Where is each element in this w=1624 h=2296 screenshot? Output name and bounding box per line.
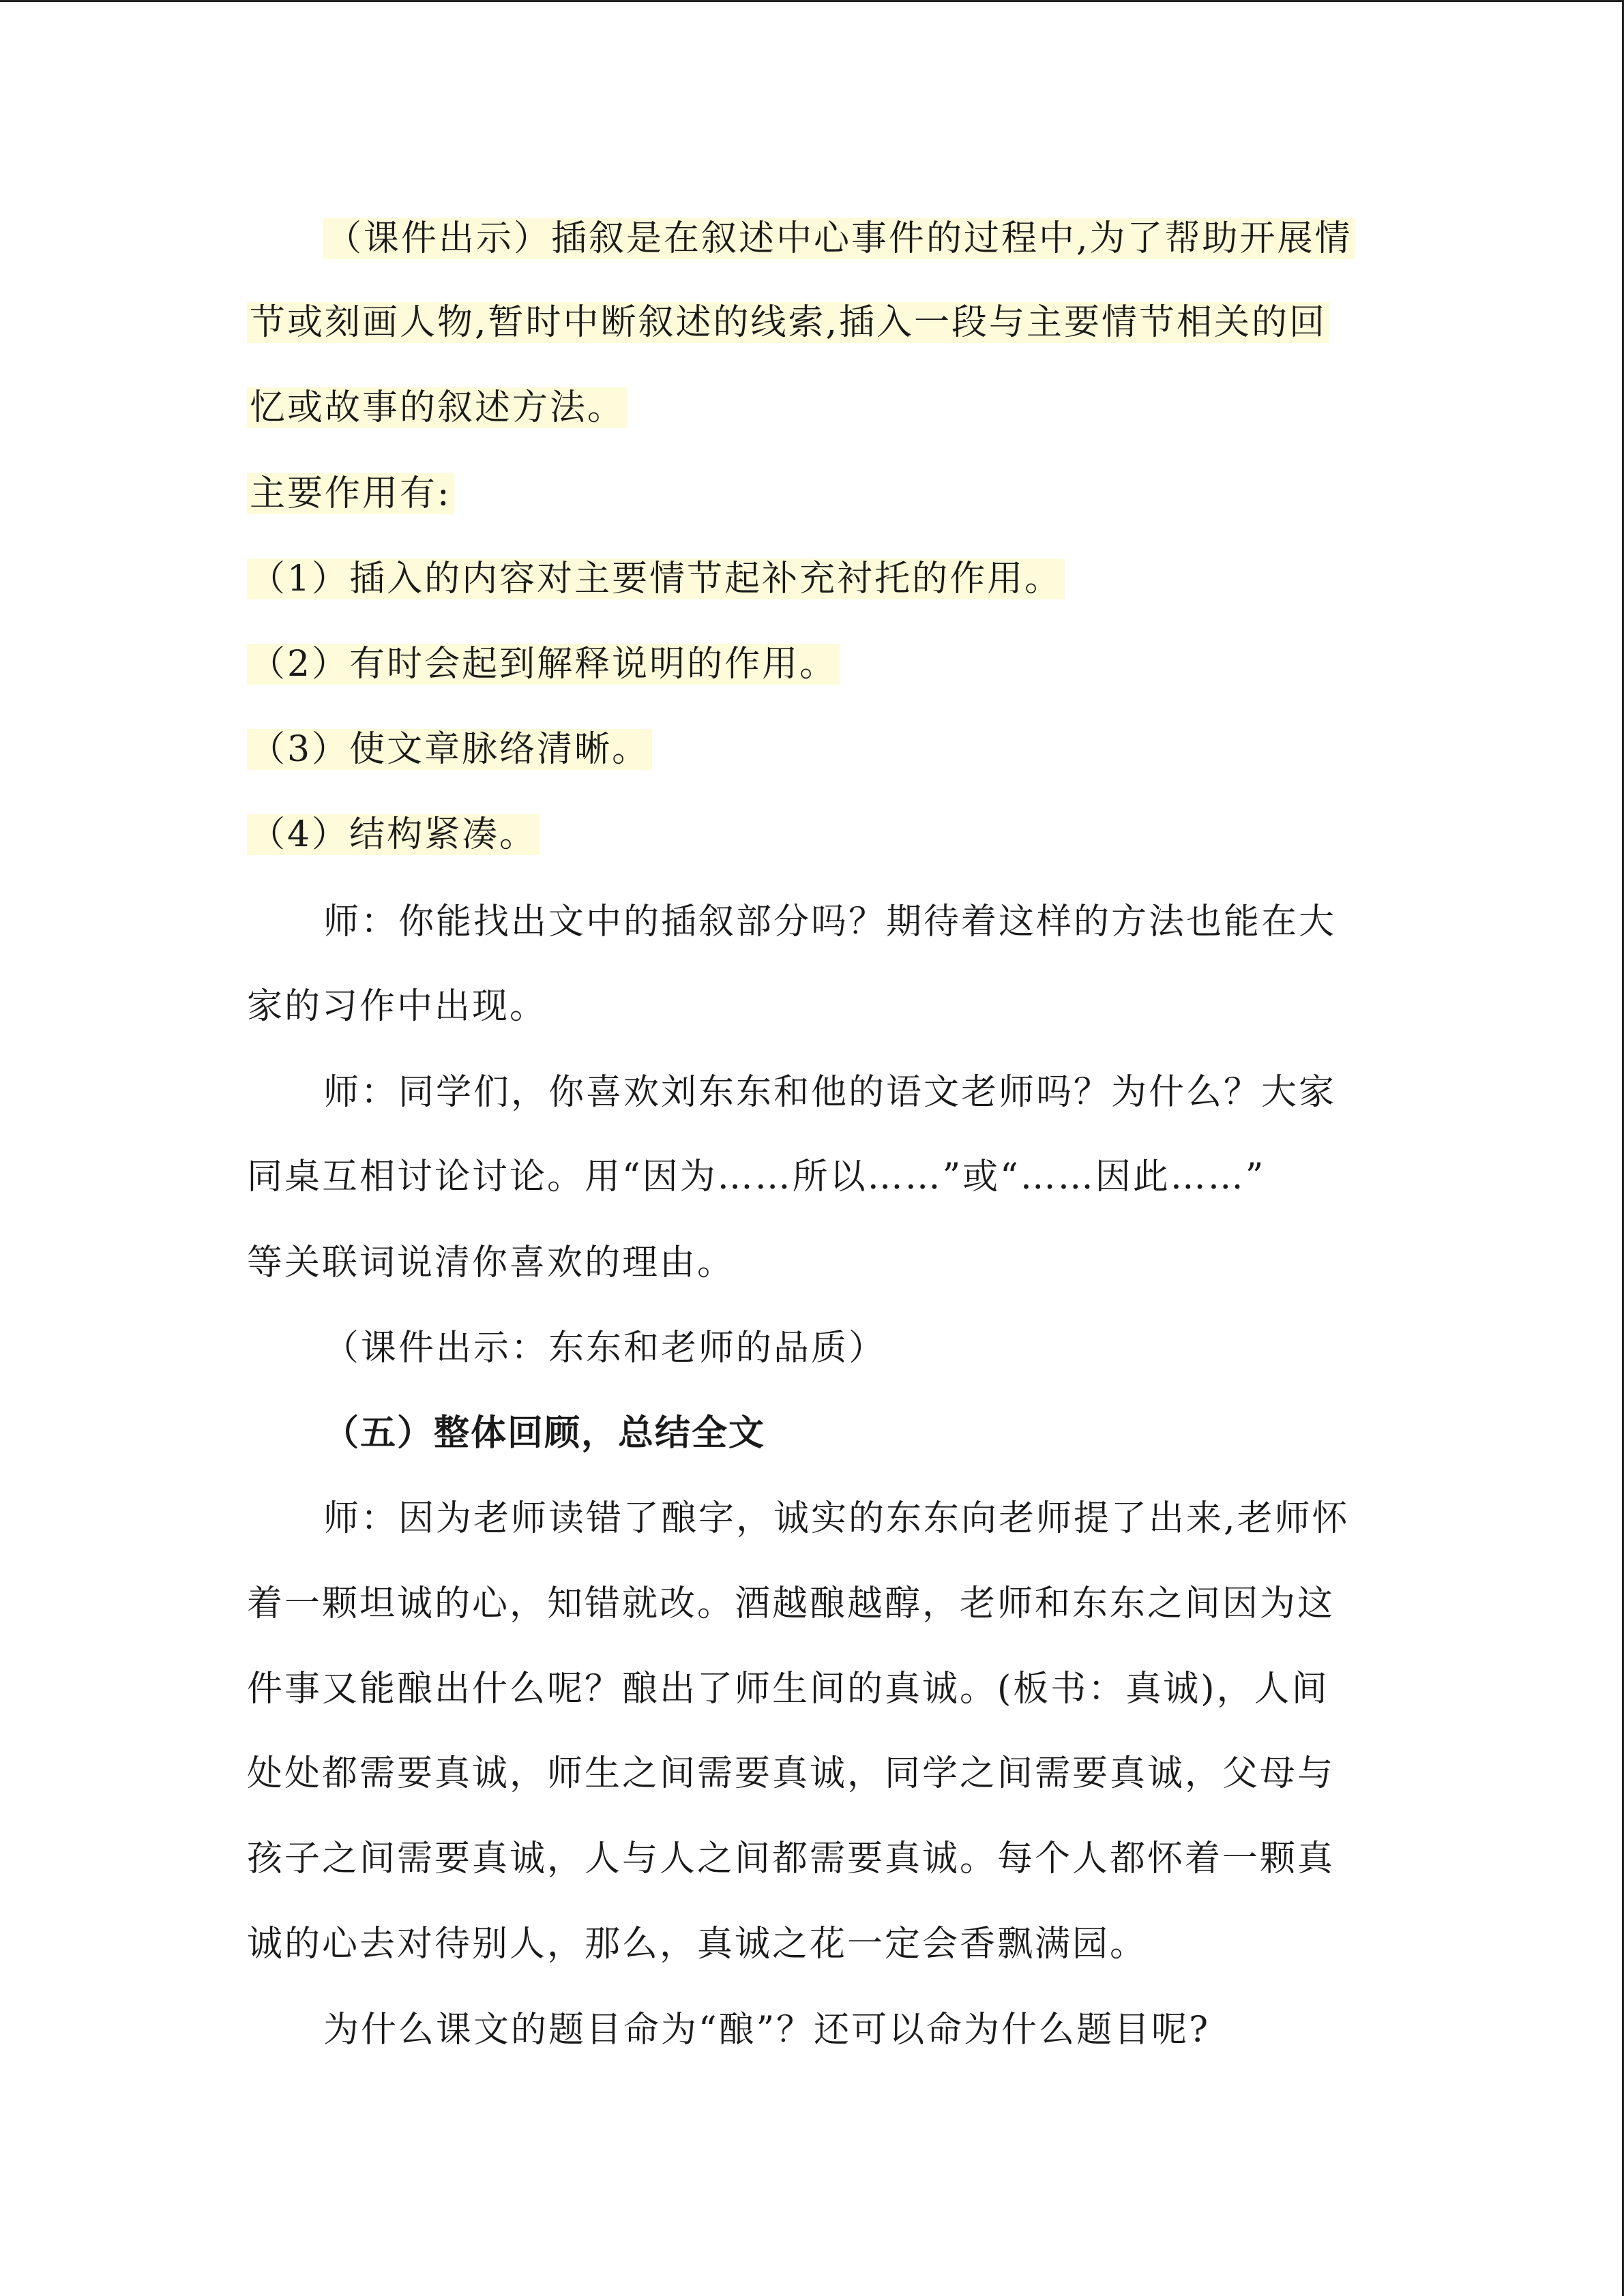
- function-item-1: （1）插入的内容对主要情节起补充衬托的作用。: [247, 552, 1065, 606]
- insertion-definition-line-1: （课件出示）插叙是在叙述中心事件的过程中,为了帮助开展情: [323, 211, 1355, 266]
- insertion-definition-line-2: 节或刻画人物,暂时中断叙述的线索,插入一段与主要情节相关的回: [247, 295, 1329, 350]
- final-question: 为什么课文的题目命为“酿”？还可以命为什么题目呢?: [323, 2010, 1211, 2051]
- summary-line-5: 孩子之间需要真诚，人与人之间都需要真诚。每个人都怀着一颗真: [247, 1838, 1335, 1879]
- function-item-4: （4）结构紧凑。: [247, 807, 540, 862]
- summary-line-1: 师：因为老师读错了酿字，诚实的东东向老师提了出来,老师怀: [323, 1498, 1350, 1539]
- summary-line-3: 件事又能酿出什么呢？酿出了师生间的真诚。(板书：真诚)，人间: [247, 1669, 1329, 1710]
- main-functions-heading: 主要作用有:: [247, 466, 454, 521]
- function-item-3: （3）使文章脉络清晰。: [247, 722, 652, 777]
- courseware-quality: （课件出示：东东和老师的品质）: [323, 1328, 887, 1369]
- teacher-question-1-line-1: 师：你能找出文中的插叙部分吗？期待着这样的方法也能在大: [323, 901, 1337, 942]
- summary-line-4: 处处都需要真诚，师生之间需要真诚，同学之间需要真诚，父母与: [247, 1753, 1335, 1794]
- teacher-question-2-line-3: 等关联词说清你喜欢的理由。: [247, 1242, 735, 1283]
- summary-line-2: 着一颗坦诚的心，知错就改。酒越酿越醇，老师和东东之间因为这: [247, 1583, 1335, 1624]
- section-heading: （五）整体回顾，总结全文: [323, 1413, 766, 1454]
- function-item-2: （2）有时会起到解释说明的作用。: [247, 637, 840, 691]
- teacher-question-1-line-2: 家的习作中出现。: [247, 986, 548, 1027]
- summary-line-6: 诚的心去对待别人，那么，真诚之花一定会香飘满园。: [247, 1924, 1148, 1965]
- teacher-question-2-line-1: 师：同学们，你喜欢刘东东和他的语文老师吗？为什么？大家: [323, 1072, 1337, 1113]
- insertion-definition-line-3: 忆或故事的叙述方法。: [247, 381, 628, 435]
- teacher-question-2-line-2: 同桌互相讨论讨论。用“因为……所以……”或“……因此……”: [247, 1157, 1266, 1197]
